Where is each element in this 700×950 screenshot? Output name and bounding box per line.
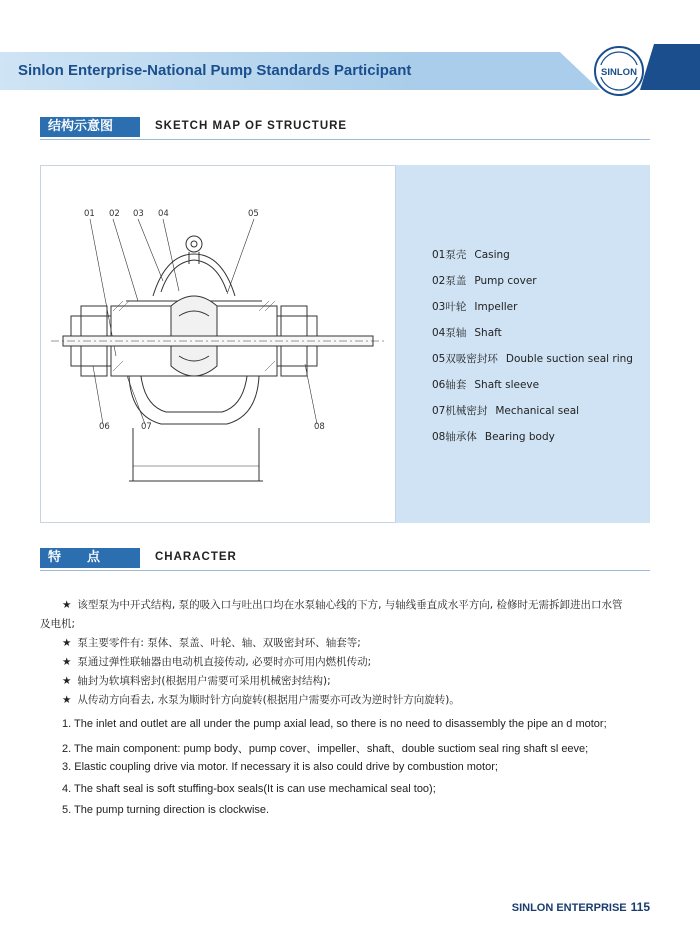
label-08: 08 bbox=[314, 422, 325, 432]
character-title-cn: 特 点 bbox=[40, 548, 140, 568]
sinlon-logo bbox=[593, 45, 645, 97]
structure-section-header bbox=[40, 117, 650, 140]
pump-drawing bbox=[41, 166, 397, 524]
legend-panel bbox=[396, 165, 650, 523]
label-04: 04 bbox=[158, 209, 169, 219]
legend-item: 02泵盖 Pump cover bbox=[432, 275, 537, 287]
footer-brand: SINLON ENTERPRISE bbox=[511, 902, 627, 914]
label-03: 03 bbox=[133, 209, 144, 219]
structure-title-cn: 结构示意图 bbox=[40, 117, 140, 137]
feature-cn-5: ★ 从传动方向看去, 水泵为顺时针方向旋转(根据用户需要亦可改为逆时针方向旋转)。 bbox=[62, 694, 460, 706]
feature-cn-2: ★ 泵主要零件有: 泵体、泵盖、叶轮、轴、双吸密封环、轴套等; bbox=[62, 637, 361, 649]
label-05: 05 bbox=[248, 209, 259, 219]
label-01: 01 bbox=[84, 209, 95, 219]
label-07: 07 bbox=[141, 422, 152, 432]
character-section-header bbox=[40, 548, 650, 571]
feature-cn-1: ★ 该型泵为中开式结构, 泵的吸入口与吐出口均在水泵轴心线的下方, 与轴线垂直成水平方向, 检修时无需拆卸进出口水管 bbox=[62, 599, 623, 611]
feature-en-3: 3. Elastic coupling drive via motor. If necessary it is also could drive by combustion motor; bbox=[62, 761, 498, 773]
page-number: 115 bbox=[630, 900, 650, 914]
logo-band-dark bbox=[640, 44, 700, 90]
feature-en-2: 2. The main component: pump body、pump cover、impeller、shaft、double suctiom seal ring shaft sl eeve; bbox=[62, 743, 589, 755]
legend-item: 04泵轴 Shaft bbox=[432, 327, 502, 339]
pump-structure-diagram bbox=[40, 165, 396, 523]
footer bbox=[512, 900, 650, 914]
legend-item: 06轴套 Shaft sleeve bbox=[432, 379, 540, 391]
feature-en-5: 5. The pump turning direction is clockwise. bbox=[62, 804, 270, 816]
feature-en-4: 4. The shaft seal is soft stuffing-box seals(It is can use mechamical seal too); bbox=[62, 783, 436, 795]
legend-item: 03叶轮 Impeller bbox=[432, 301, 518, 313]
feature-en-1: 1. The inlet and outlet are all under the pump axial lead, so there is no need to disassembly the pipe an d motor; bbox=[62, 718, 607, 730]
legend-item: 07机械密封 Mechanical seal bbox=[432, 405, 580, 417]
legend-item: 05双吸密封环 Double suction seal ring bbox=[432, 353, 633, 365]
label-06: 06 bbox=[99, 422, 110, 432]
label-02: 02 bbox=[109, 209, 120, 219]
structure-title-en: SKETCH MAP OF STRUCTURE bbox=[155, 120, 348, 132]
header-title: Sinlon Enterprise-National Pump Standards Participant bbox=[18, 62, 412, 79]
feature-cn-4: ★ 轴封为软填料密封(根据用户需要可采用机械密封结构); bbox=[62, 675, 331, 687]
legend-item: 01泵壳 Casing bbox=[432, 249, 510, 261]
legend-item: 08轴承体 Bearing body bbox=[432, 431, 555, 443]
feature-cn-3: ★ 泵通过弹性联轴器由电动机直接传动, 必要时亦可用内燃机传动; bbox=[62, 656, 372, 668]
logo-text: SINLON bbox=[601, 67, 637, 78]
feature-cn-1-cont: 及电机; bbox=[40, 618, 76, 630]
character-title-en: CHARACTER bbox=[155, 551, 237, 563]
